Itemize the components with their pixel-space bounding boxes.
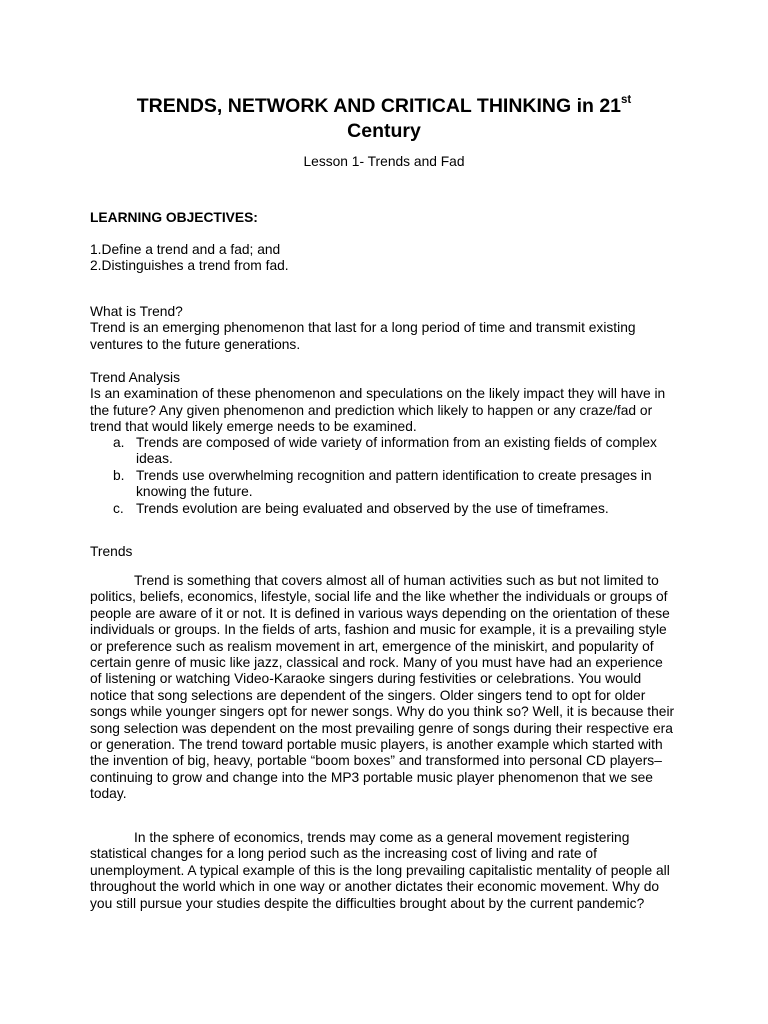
body-line: individuals or groups. In the fields of arts, fashion and music for example, it is a prevailing style: [90, 622, 667, 638]
objective-item: 2.Distinguishes a trend from fad.: [90, 258, 289, 274]
list-marker: b.: [113, 467, 125, 483]
trend-analysis-heading: Trend Analysis: [90, 370, 180, 385]
list-item-line: knowing the future.: [136, 484, 253, 500]
lesson-subtitle: Lesson 1- Trends and Fad: [303, 154, 465, 169]
objectives-list: [90, 242, 690, 275]
trend-analysis-section: [90, 370, 690, 436]
body-line: notice that song selections are dependent of the singers. Older singers tend to opt for older: [90, 687, 646, 703]
trend-analysis-list: [113, 435, 693, 517]
list-marker: a.: [113, 435, 125, 450]
objective-item: 1.Define a trend and a fad; and: [90, 242, 281, 257]
title-line-1: TRENDS, NETWORK AND CRITICAL THINKING in 21st: [136, 93, 632, 117]
body-line: today.: [90, 786, 127, 802]
trends-paragraph-1: [90, 573, 690, 803]
list-item-line: Trends evolution are being evaluated and observed by the use of timeframes.: [136, 500, 609, 516]
body-line: the future? Any given phenomenon and prediction which likely to happen or any craze/fad or: [90, 402, 653, 418]
body-line: or generation. The trend toward portable music players, is another example which started with: [90, 737, 663, 753]
title-line-2: Century: [347, 120, 421, 142]
list-item-line: ideas.: [136, 451, 173, 467]
body-line: certain genre of music like jazz, classical and rock. Many of you must have had an experience: [90, 655, 663, 671]
body-line: you still pursue your studies despite the difficulties brought about by the current pandemic?: [90, 895, 645, 911]
body-line: throughout the world which in one way or another dictates their economic movement. Why do: [90, 879, 660, 895]
body-line: continuing to grow and change into the MP3 portable music player phenomenon that we see: [90, 769, 653, 785]
list-item-line: Trends use overwhelming recognition and pattern identification to create presages in: [136, 467, 652, 483]
body-line: songs while younger singers opt for newer songs. Why do you think so? Well, it is because their: [90, 704, 675, 720]
body-line: ventures to the future generations.: [90, 336, 301, 352]
body-line: or preference such as realism movement in art, emergence of the miniskirt, and popularity of: [90, 638, 654, 654]
body-line: song selection was dependent on the most prevailing genre of songs during their respective era: [90, 720, 673, 736]
body-line: trend that would likely emerge needs to be examined.: [90, 419, 417, 435]
list-item: [113, 501, 693, 517]
body-line: the invention of big, heavy, portable “boom boxes” and transformed into personal CD players–: [90, 753, 662, 769]
document-title: [80, 94, 688, 144]
objectives-heading: LEARNING OBJECTIVES:: [90, 210, 258, 225]
title-superscript: st: [621, 93, 632, 106]
body-line: statistical changes for a long period such as the increasing cost of living and rate of: [90, 846, 597, 862]
list-item-line: Trends are composed of wide variety of information from an existing fields of complex: [136, 435, 657, 450]
list-item: [113, 468, 693, 501]
list-item: [113, 435, 693, 468]
body-line: people are aware of it or not. It is defined in various ways depending on the orientation of these: [90, 605, 670, 621]
body-line: politics, beliefs, economics, lifestyle, social life and the like whether the individuals or groups of: [90, 589, 668, 605]
body-line: of listening or watching Video-Karaoke singers during festivities or celebrations. You would: [90, 671, 642, 687]
trends-paragraph-2: [90, 830, 690, 912]
body-line: unemployment. A typical example of this is the long prevailing capitalistic mentality of people all: [90, 862, 670, 878]
body-line: In the sphere of economics, trends may come as a general movement registering: [134, 830, 630, 845]
body-line: Trend is an emerging phenomenon that last for a long period of time and transmit existing: [90, 320, 636, 336]
body-line: Is an examination of these phenomenon and speculations on the likely impact they will have in: [90, 386, 666, 402]
what-is-trend-heading: What is Trend?: [90, 304, 183, 319]
trends-heading: Trends: [90, 544, 133, 559]
body-line: Trend is something that covers almost all of human activities such as but not limited to: [134, 573, 659, 588]
list-marker: c.: [113, 500, 124, 516]
what-is-trend-section: [90, 304, 690, 353]
